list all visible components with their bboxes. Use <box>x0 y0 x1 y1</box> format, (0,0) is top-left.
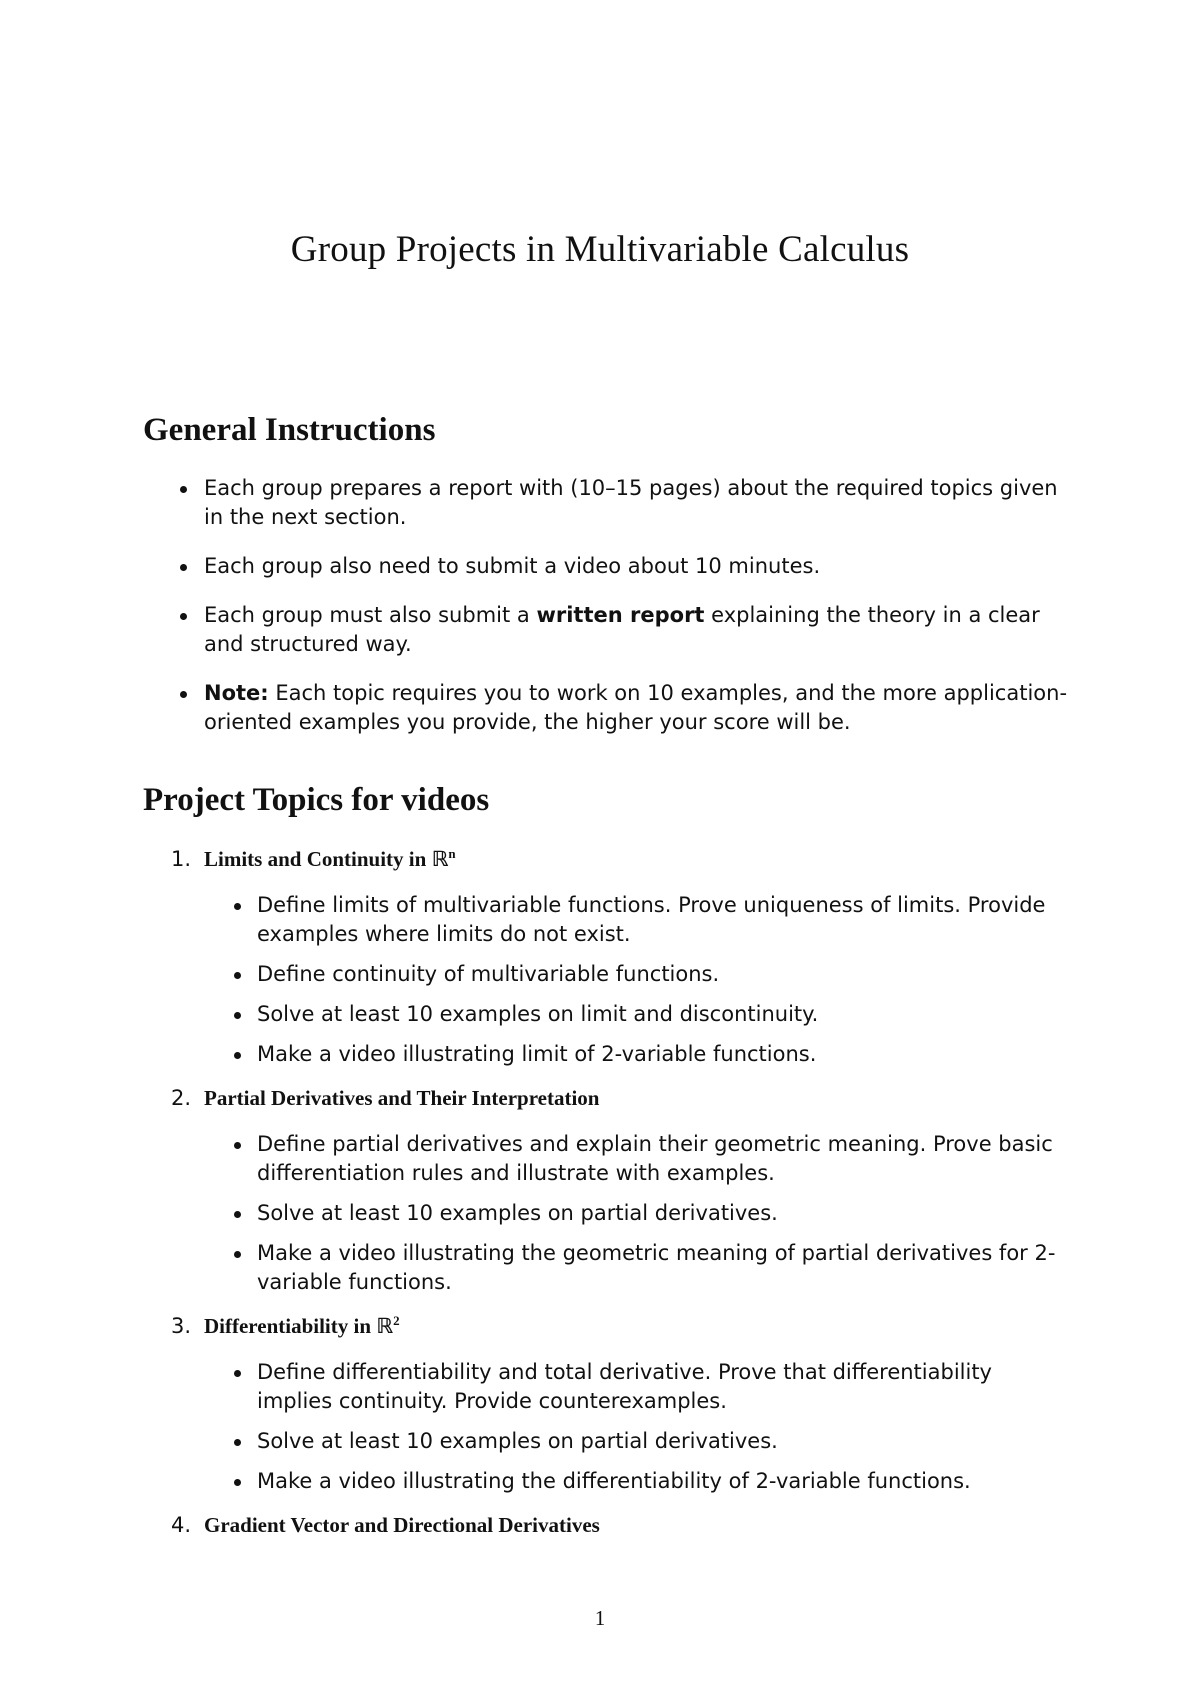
bullet-icon <box>180 486 187 493</box>
real-space-symbol: ℝ <box>431 847 449 871</box>
topic-title: Gradient Vector and Directional Derivatives <box>204 1513 600 1537</box>
bullet-icon <box>180 613 187 620</box>
project-topics-heading: Project Topics for videos <box>143 782 490 818</box>
bullet-icon <box>234 1052 241 1059</box>
list-item: Define differentiability and total derivative. Prove that differentiability implies continuity. Provide counterexamples. <box>204 1358 1068 1416</box>
topic-points <box>204 891 1068 1069</box>
list-item: Solve at least 10 examples on partial derivatives. <box>204 1199 1068 1228</box>
topic-number: 2. <box>171 1086 192 1110</box>
topic-item <box>143 844 1068 1069</box>
list-item: Make a video illustrating the geometric meaning of partial derivatives for 2-variable functions. <box>204 1239 1068 1297</box>
list-item: Note: Each topic requires you to work on 10 examples, and the more application-oriented examples you provide, the higher your score will be. <box>143 679 1068 737</box>
bullet-icon <box>180 691 187 698</box>
bullet-icon <box>234 972 241 979</box>
list-item: Solve at least 10 examples on limit and discontinuity. <box>204 1000 1068 1029</box>
project-topics-list <box>143 844 1068 1554</box>
topic-points <box>204 1130 1068 1297</box>
bullet-icon <box>234 1142 241 1149</box>
topic-points <box>204 1358 1068 1496</box>
bullet-icon <box>234 1251 241 1258</box>
topic-item <box>143 1510 1068 1540</box>
list-item: Each group also need to submit a video about 10 minutes. <box>143 552 1068 581</box>
bullet-icon <box>234 1479 241 1486</box>
list-item: Define limits of multivariable functions. Prove uniqueness of limits. Provide examples where limits do not exist. <box>204 891 1068 949</box>
bullet-icon <box>234 1211 241 1218</box>
topic-number: 4. <box>171 1513 192 1537</box>
list-item: Make a video illustrating the differentiability of 2-variable functions. <box>204 1467 1068 1496</box>
space-dimension: n <box>448 846 456 861</box>
list-item: Make a video illustrating limit of 2-variable functions. <box>204 1040 1068 1069</box>
topic-number: 3. <box>171 1314 192 1338</box>
page-number: 1 <box>594 1606 606 1630</box>
emphasis: written report <box>536 603 705 627</box>
bullet-icon <box>234 903 241 910</box>
space-dimension: 2 <box>393 1313 400 1328</box>
document-title: Group Projects in Multivariable Calculus <box>290 229 910 270</box>
topic-title: Differentiability in ℝ$^2$ <box>204 1313 400 1338</box>
bullet-icon <box>234 1012 241 1019</box>
topic-title: Partial Derivatives and Their Interpretation <box>204 1086 600 1110</box>
topic-item <box>143 1083 1068 1297</box>
real-space-symbol: ℝ <box>376 1314 394 1338</box>
list-item: Define partial derivatives and explain their geometric meaning. Prove basic differentiation rules and illustrate with examples. <box>204 1130 1068 1188</box>
general-instructions-list <box>143 474 1068 757</box>
list-item: Solve at least 10 examples on partial derivatives. <box>204 1427 1068 1456</box>
note-label: Note: <box>204 681 269 705</box>
topic-item <box>143 1311 1068 1496</box>
bullet-icon <box>234 1439 241 1446</box>
topic-number: 1. <box>171 847 192 871</box>
general-instructions-heading: General Instructions <box>143 412 436 448</box>
list-item: Each group must also submit a written report explaining the theory in a clear and structured way. <box>143 601 1068 659</box>
bullet-icon <box>234 1370 241 1377</box>
list-item: Define continuity of multivariable functions. <box>204 960 1068 989</box>
topic-title: Limits and Continuity in ℝ$^n$ <box>204 846 456 871</box>
list-item: Each group prepares a report with (10–15 pages) about the required topics given in the next section. <box>143 474 1068 532</box>
bullet-icon <box>180 564 187 571</box>
